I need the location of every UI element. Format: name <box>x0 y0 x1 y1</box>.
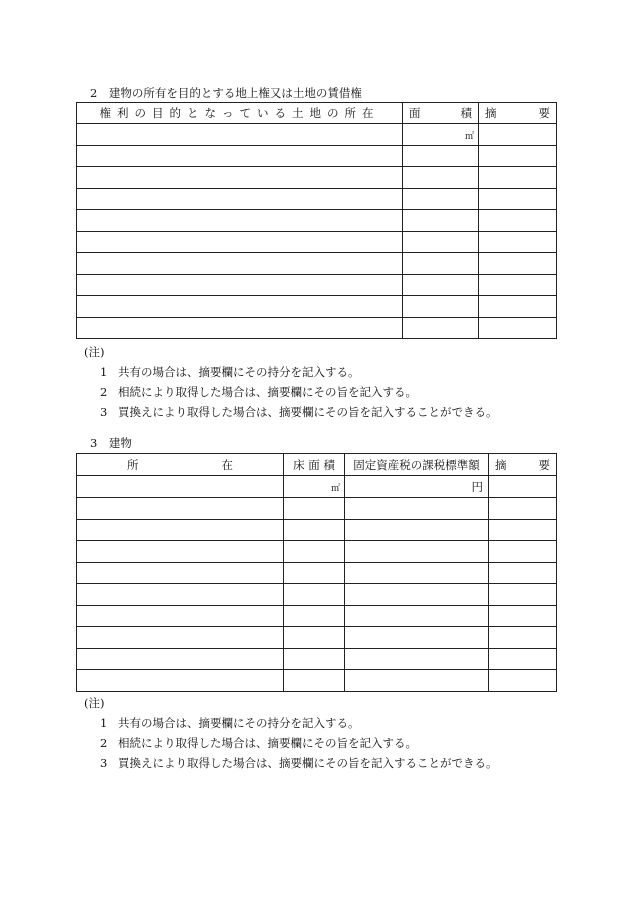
remarks-cell[interactable] <box>479 189 557 210</box>
header-tax-base: 固定資産税の課税標準額 <box>345 454 489 476</box>
header-remarks: 摘 要 <box>479 103 557 124</box>
table-row <box>77 670 557 692</box>
location-cell[interactable] <box>77 189 403 210</box>
note-item: 3 買換えにより取得した場合は、摘要欄にその旨を記入することができる。 <box>100 756 498 770</box>
location-cell[interactable] <box>77 275 403 296</box>
table-row <box>77 146 557 167</box>
remarks-cell[interactable] <box>479 124 557 146</box>
floor-area-cell[interactable] <box>284 476 345 498</box>
tax-base-cell[interactable] <box>345 541 489 563</box>
area-cell[interactable] <box>403 318 479 339</box>
remarks-cell[interactable] <box>479 275 557 296</box>
location-cell[interactable] <box>77 498 284 520</box>
location-cell[interactable] <box>77 606 284 627</box>
area-cell[interactable] <box>403 296 479 318</box>
location-cell[interactable] <box>77 670 284 692</box>
tax-base-cell[interactable] <box>345 670 489 692</box>
remarks-cell[interactable] <box>479 318 557 339</box>
location-cell[interactable] <box>77 124 403 146</box>
table-row <box>77 520 557 541</box>
location-cell[interactable] <box>77 296 403 318</box>
remarks-cell[interactable] <box>479 167 557 189</box>
remarks-cell[interactable] <box>479 232 557 253</box>
area-cell[interactable] <box>403 210 479 232</box>
table-row <box>77 189 557 210</box>
table-row <box>77 296 557 318</box>
remarks-cell[interactable] <box>489 606 557 627</box>
floor-area-cell[interactable] <box>284 606 345 627</box>
remarks-cell[interactable] <box>489 584 557 606</box>
section3-notes <box>84 693 498 773</box>
header-remarks: 摘 要 <box>489 454 557 476</box>
header-floor-area: 床 面 積 <box>284 454 345 476</box>
section3-title: 3 建物 <box>90 436 132 450</box>
tax-base-cell[interactable] <box>345 520 489 541</box>
section2-title: 2 建物の所有を目的とする地上権又は土地の賃借権 <box>90 86 362 100</box>
location-cell[interactable] <box>77 253 403 275</box>
notes-label: (注) <box>84 696 105 710</box>
table-row <box>77 563 557 584</box>
floor-area-cell[interactable] <box>284 541 345 563</box>
remarks-cell[interactable] <box>479 210 557 232</box>
remarks-cell[interactable] <box>489 670 557 692</box>
table-row <box>77 167 557 189</box>
table-header-row <box>77 103 557 124</box>
remarks-cell[interactable] <box>489 541 557 563</box>
note-item: 1 共有の場合は、摘要欄にその持分を記入する。 <box>100 716 360 730</box>
table-row <box>77 498 557 520</box>
table-row <box>77 606 557 627</box>
floor-area-cell[interactable] <box>284 670 345 692</box>
floor-area-cell[interactable] <box>284 520 345 541</box>
floor-area-cell[interactable] <box>284 627 345 649</box>
header-location: 所 在 <box>77 454 284 476</box>
land-rights-table <box>76 102 557 339</box>
area-cell[interactable] <box>403 189 479 210</box>
table-row <box>77 541 557 563</box>
area-cell[interactable] <box>403 124 479 146</box>
location-cell[interactable] <box>77 584 284 606</box>
location-cell[interactable] <box>77 146 403 167</box>
note-item: 2 相続により取得した場合は、摘要欄にその旨を記入する。 <box>100 385 417 399</box>
tax-base-cell[interactable] <box>345 563 489 584</box>
table-row <box>77 476 557 498</box>
location-cell[interactable] <box>77 541 284 563</box>
area-cell[interactable] <box>403 167 479 189</box>
tax-base-cell[interactable] <box>345 649 489 670</box>
remarks-cell[interactable] <box>489 498 557 520</box>
section2-notes <box>84 342 498 422</box>
location-cell[interactable] <box>77 476 284 498</box>
location-cell[interactable] <box>77 520 284 541</box>
area-cell[interactable] <box>403 253 479 275</box>
location-cell[interactable] <box>77 318 403 339</box>
location-cell[interactable] <box>77 167 403 189</box>
tax-base-cell[interactable] <box>345 584 489 606</box>
notes-label: (注) <box>84 345 105 359</box>
location-cell[interactable] <box>77 563 284 584</box>
sqm-unit: ㎡ <box>330 484 340 494</box>
location-cell[interactable] <box>77 232 403 253</box>
table-row <box>77 318 557 339</box>
remarks-cell[interactable] <box>489 627 557 649</box>
area-cell[interactable] <box>403 232 479 253</box>
remarks-cell[interactable] <box>489 520 557 541</box>
building-table <box>76 453 557 692</box>
remarks-cell[interactable] <box>489 476 557 498</box>
remarks-cell[interactable] <box>489 563 557 584</box>
table-row <box>77 275 557 296</box>
table-row <box>77 627 557 649</box>
floor-area-cell[interactable] <box>284 584 345 606</box>
area-cell[interactable] <box>403 146 479 167</box>
table-row <box>77 124 557 146</box>
header-area: 面 積 <box>403 103 479 124</box>
tax-base-cell[interactable] <box>345 606 489 627</box>
remarks-cell[interactable] <box>479 146 557 167</box>
table-row <box>77 232 557 253</box>
note-item: 1 共有の場合は、摘要欄にその持分を記入する。 <box>100 365 360 379</box>
table-row <box>77 210 557 232</box>
remarks-cell[interactable] <box>479 253 557 275</box>
table-header-row <box>77 454 557 476</box>
location-cell[interactable] <box>77 649 284 670</box>
remarks-cell[interactable] <box>489 649 557 670</box>
tax-base-cell[interactable] <box>345 627 489 649</box>
remarks-cell[interactable] <box>479 296 557 318</box>
location-cell[interactable] <box>77 210 403 232</box>
tax-base-cell[interactable] <box>345 498 489 520</box>
floor-area-cell[interactable] <box>284 563 345 584</box>
yen-unit: 円 <box>471 479 483 494</box>
tax-base-cell[interactable] <box>345 476 489 498</box>
header-location: 権利の目的となっている土地の所在 <box>77 103 403 124</box>
note-item: 2 相続により取得した場合は、摘要欄にその旨を記入する。 <box>100 736 417 750</box>
sqm-unit: ㎡ <box>464 132 474 142</box>
table-row <box>77 649 557 670</box>
floor-area-cell[interactable] <box>284 498 345 520</box>
floor-area-cell[interactable] <box>284 649 345 670</box>
area-cell[interactable] <box>403 275 479 296</box>
note-item: 3 買換えにより取得した場合は、摘要欄にその旨を記入することができる。 <box>100 405 498 419</box>
location-cell[interactable] <box>77 627 284 649</box>
table-row <box>77 584 557 606</box>
table-row <box>77 253 557 275</box>
